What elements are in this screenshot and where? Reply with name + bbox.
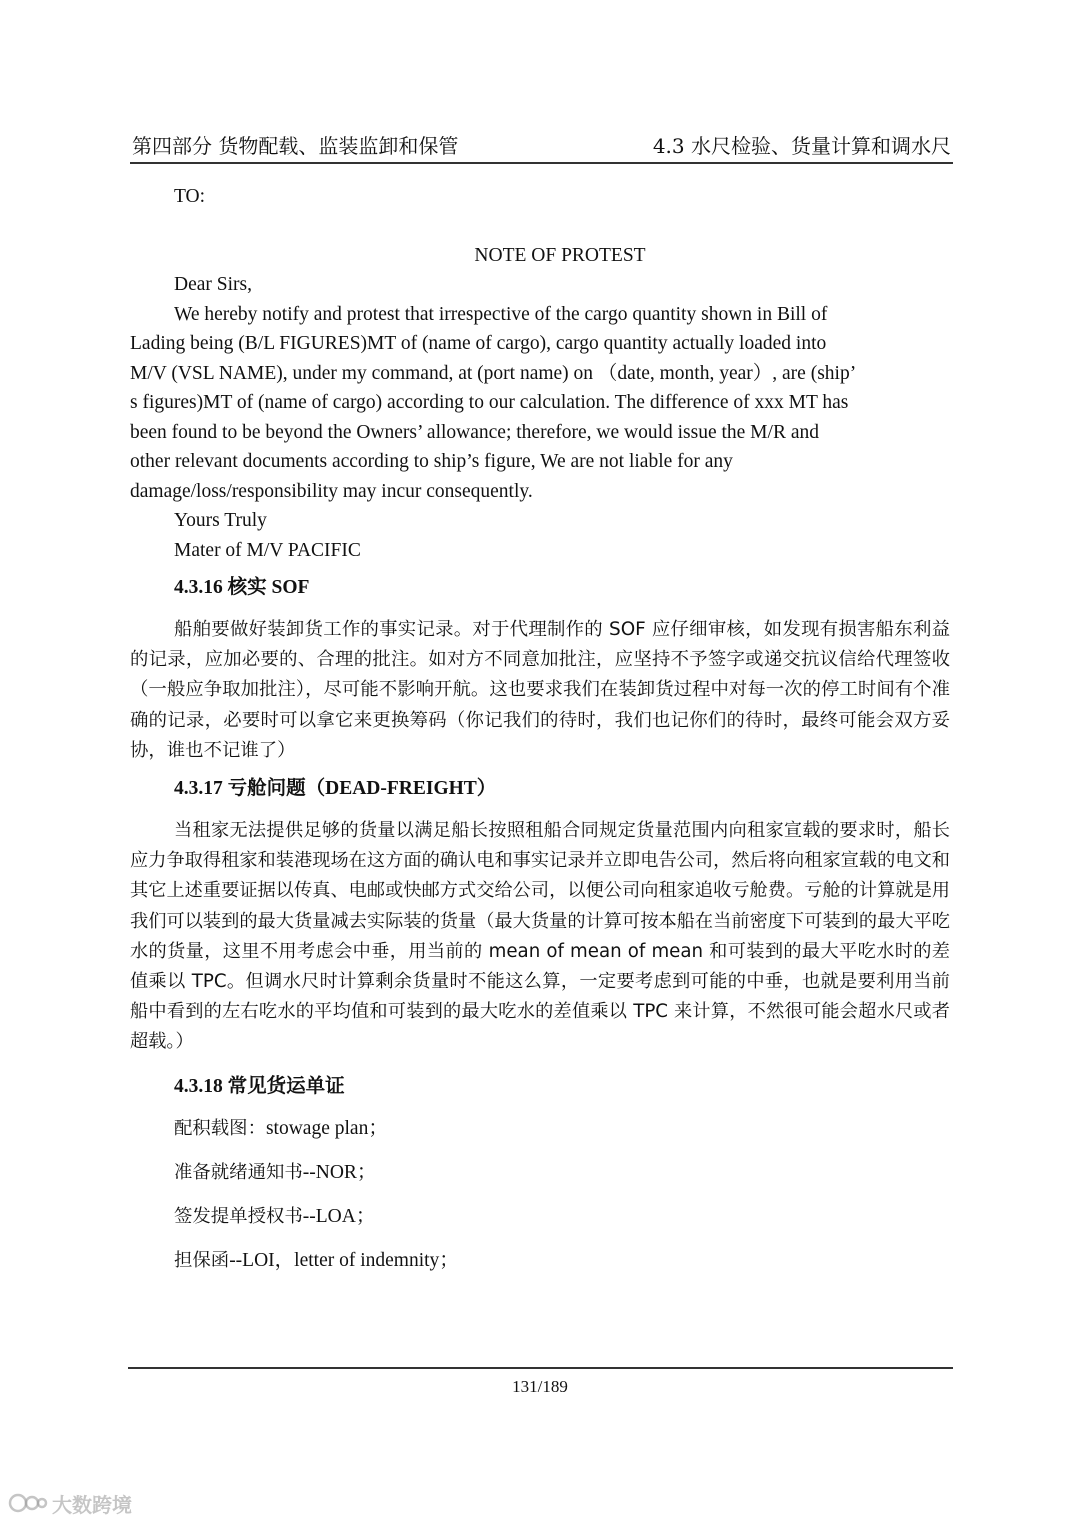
section-heading-sof: 4.3.16 核实 SOF <box>174 577 310 598</box>
letter-title: NOTE OF PROTEST <box>474 244 646 266</box>
list-item: 签发提单授权书--LOA； <box>174 1205 376 1227</box>
letter-to: TO: <box>174 186 206 207</box>
section-text-dead-freight: 当租家无法提供足够的货量以满足船长按照租船合同规定货量范围内向租家宣载的要求时，船长应力争取得租家和装港现场在这方面的确认电和事实记录并立即电告公司，然后将向租家宣载的电文和其它上述重要证据以传真、电邮或快邮方式交给公司，以便公司向租家追收亏舱费。亏舱的计算就是用我们可以装到的最大货量减去实际装的货量（最大货量的计算可按本船在当前密度下可装到的最大平吃水的货量，这里不用考虑会中垂，用当前的 mean of mean of mean 和可装到的最大平吃水时的差值乘以 TPC。但调水尺时计算剩余货量时不能这么算，一定要考虑到可能的中垂，也就是要利用当前船中看到的左右吃水的平均值和可装到的最大吃水的差值乘以 TPC 来计算，不然很可能会超水尺或者超载。） <box>130 820 950 1053</box>
header-section-title: 4.3 水尺检验、货量计算和调水尺 <box>652 134 951 158</box>
list-item: 担保函--LOI，letter of indemnity； <box>174 1249 459 1271</box>
page-header <box>130 128 953 164</box>
letter-body <box>130 300 950 507</box>
letter-body-line: We hereby notify and protest that irrespective of the cargo quantity shown in Bill of <box>174 303 828 325</box>
section-heading-documents: 4.3.18 常见货运单证 <box>174 1075 345 1097</box>
list-item: 配积载图：stowage plan； <box>174 1117 388 1139</box>
letter-body-line: other relevant documents according to ship’s figure, We are not liable for any <box>130 451 733 472</box>
section-heading-dead-freight: 4.3.17 亏舱问题（DEAD-FREIGHT） <box>174 778 497 800</box>
page-body <box>130 182 950 1276</box>
letter-body-line: Lading being (B/L FIGURES)MT of (name of cargo), cargo quantity actually loaded into <box>130 333 827 354</box>
letter-body-line: been found to be beyond the Owners’ allowance; therefore, we would issue the M/R and <box>130 421 819 443</box>
header-rule <box>130 162 953 164</box>
section-text-sof: 船舶要做好装卸货工作的事实记录。对于代理制作的 SOF 应仔细审核，如发现有损害船东利益的记录，应加必要的、合理的批注。如对方不同意加批注，应坚持不予签字或递交抗议信给代理签收（一般应争取加批注），尽可能不影响开航。这也要求我们在装卸货过程中对每一次的停工时间有个准确的记录，必要时可以拿它来更换筹码（你记我们的待时，我们也记你们的待时，最终可能会双方妥协，谁也不记谁了） <box>130 619 950 761</box>
watermark-logo-icon <box>8 1490 48 1516</box>
shipping-documents-list <box>130 1114 950 1276</box>
watermark-text: 大数跨境 <box>52 1492 132 1517</box>
letter-signature: Mater of M/V PACIFIC <box>174 539 361 561</box>
header-chapter-title: 第四部分 货物配载、监装监卸和保管 <box>132 134 459 158</box>
letter-body-line: M/V (VSL NAME), under my command, at (port name) on （date, month, year）, are (ship’ <box>130 362 857 384</box>
letter-body-line: damage/loss/responsibility may incur consequently. <box>130 480 533 502</box>
letter-closing: Yours Truly <box>174 510 267 531</box>
letter-body-line: s figures)MT of (name of cargo) according to our calculation. The difference of xxx MT has <box>130 392 849 413</box>
footer-rule <box>128 1367 953 1369</box>
page-number: 131/189 <box>512 1377 568 1396</box>
letter-salutation: Dear Sirs, <box>174 274 252 295</box>
list-item: 准备就绪通知书--NOR； <box>174 1161 377 1183</box>
watermark <box>8 1488 132 1518</box>
